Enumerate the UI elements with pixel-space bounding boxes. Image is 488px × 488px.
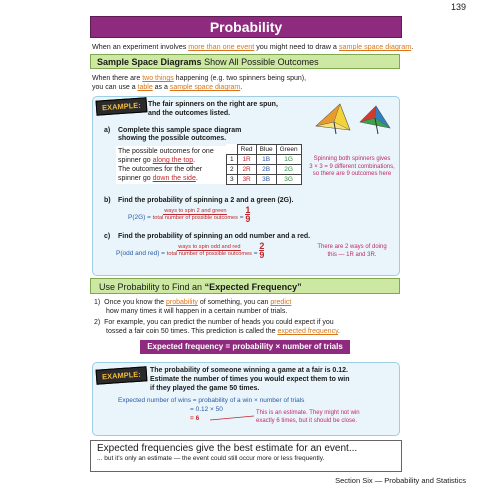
example-badge: EXAMPLE: [96,366,148,385]
table-row: 2 2R 2B 2G [227,165,302,175]
estimate-note: This is an estimate. They might not win exactly 6 times, but it should be close. [256,410,360,424]
intro-text: When an experiment involves more than one event you might need to draw a sample space diagram. [92,42,414,51]
question-c: c) Find the probability of spinning an odd number and a red. [104,233,311,240]
summary-box [90,440,402,472]
section1-text: When there are two things happening (e.g. two spinners being spun), you can use a table as a sample space diagram. [92,75,307,91]
table-header: Blue [256,145,276,155]
table-header: Red [237,145,256,155]
expected-frequency-item-2: 2) For example, you can predict the number of heads you could expect if you tossed a fair coin 50 times. This prediction is called the expected frequency. [94,319,340,335]
table-row: 1 1R 1B 1G [227,155,302,165]
spinners-illustration [312,98,396,140]
answer-b: P(2G) = $\frac{\text{ways to spin 2 and green}}{\text{total number of possible outcomes}}$ = $\frac{1}{9}$ [128,205,251,225]
ways-note: There are 2 ways of doing this — 1R and 3R. [317,244,387,258]
combinations-note: Spinning both spinners gives 3 × 3 = 9 different combinations, so there are 9 outcomes here [309,156,395,177]
intro-highlight: more than one event [188,42,255,51]
page-number: 139 [450,2,466,12]
summary-subline: ... but it's only an estimate — the event could still occur more or less frequently. [97,455,325,462]
question-b: b) Find the probability of spinning a 2 and a green (2G). [104,197,294,204]
example-badge: EXAMPLE: [96,97,148,116]
summary-headline: Expected frequencies give the best estimate for an event... [97,443,358,454]
example2-question: The probability of someone winning a game at a fair is 0.12. Estimate the number of times you would expect them to win if they played the game 50 times. [150,367,350,392]
sample-space-table [226,144,302,185]
example1-intro: The fair spinners on the right are spun, and the outcomes listed. [148,101,278,117]
question-a: a) Complete this sample space diagram [104,127,242,134]
expected-frequency-formula: Expected frequency = probability × number of trials [140,340,350,354]
table-note: The possible outcomes for one spinner go along the top. The outcomes for the other spinner go down the side. [116,146,226,184]
section-heading-sample-space: Sample Space Diagrams Show All Possible Outcomes [90,54,400,69]
triangle-spinner-icon [316,104,350,134]
table-row: 3 3R 3B 3G [227,175,302,185]
expected-frequency-item-1: 1) Once you know the probability of something, you can predict how many times it will happen in a certain number of trials. [94,299,292,315]
section-heading-expected-frequency: Use Probability to Find an “Expected Frequency” [90,278,400,294]
answer-c: P(odd and red) = $\frac{\text{ways to spin odd and red}}{\text{total number of possible outcomes}}$ = $\frac{2}{9}$ [116,241,265,261]
arrow-icon [208,410,258,424]
page-title: Probability [90,16,402,38]
colour-spinner-icon [360,106,390,134]
footer: Section Six — Probability and Statistics [335,476,466,485]
example2-working: Expected number of wins = probability of a win × number of trials = 0.12 × 50 = 6 [118,397,305,422]
intro-link: sample space diagram [338,42,412,51]
table-header: Green [276,145,301,155]
